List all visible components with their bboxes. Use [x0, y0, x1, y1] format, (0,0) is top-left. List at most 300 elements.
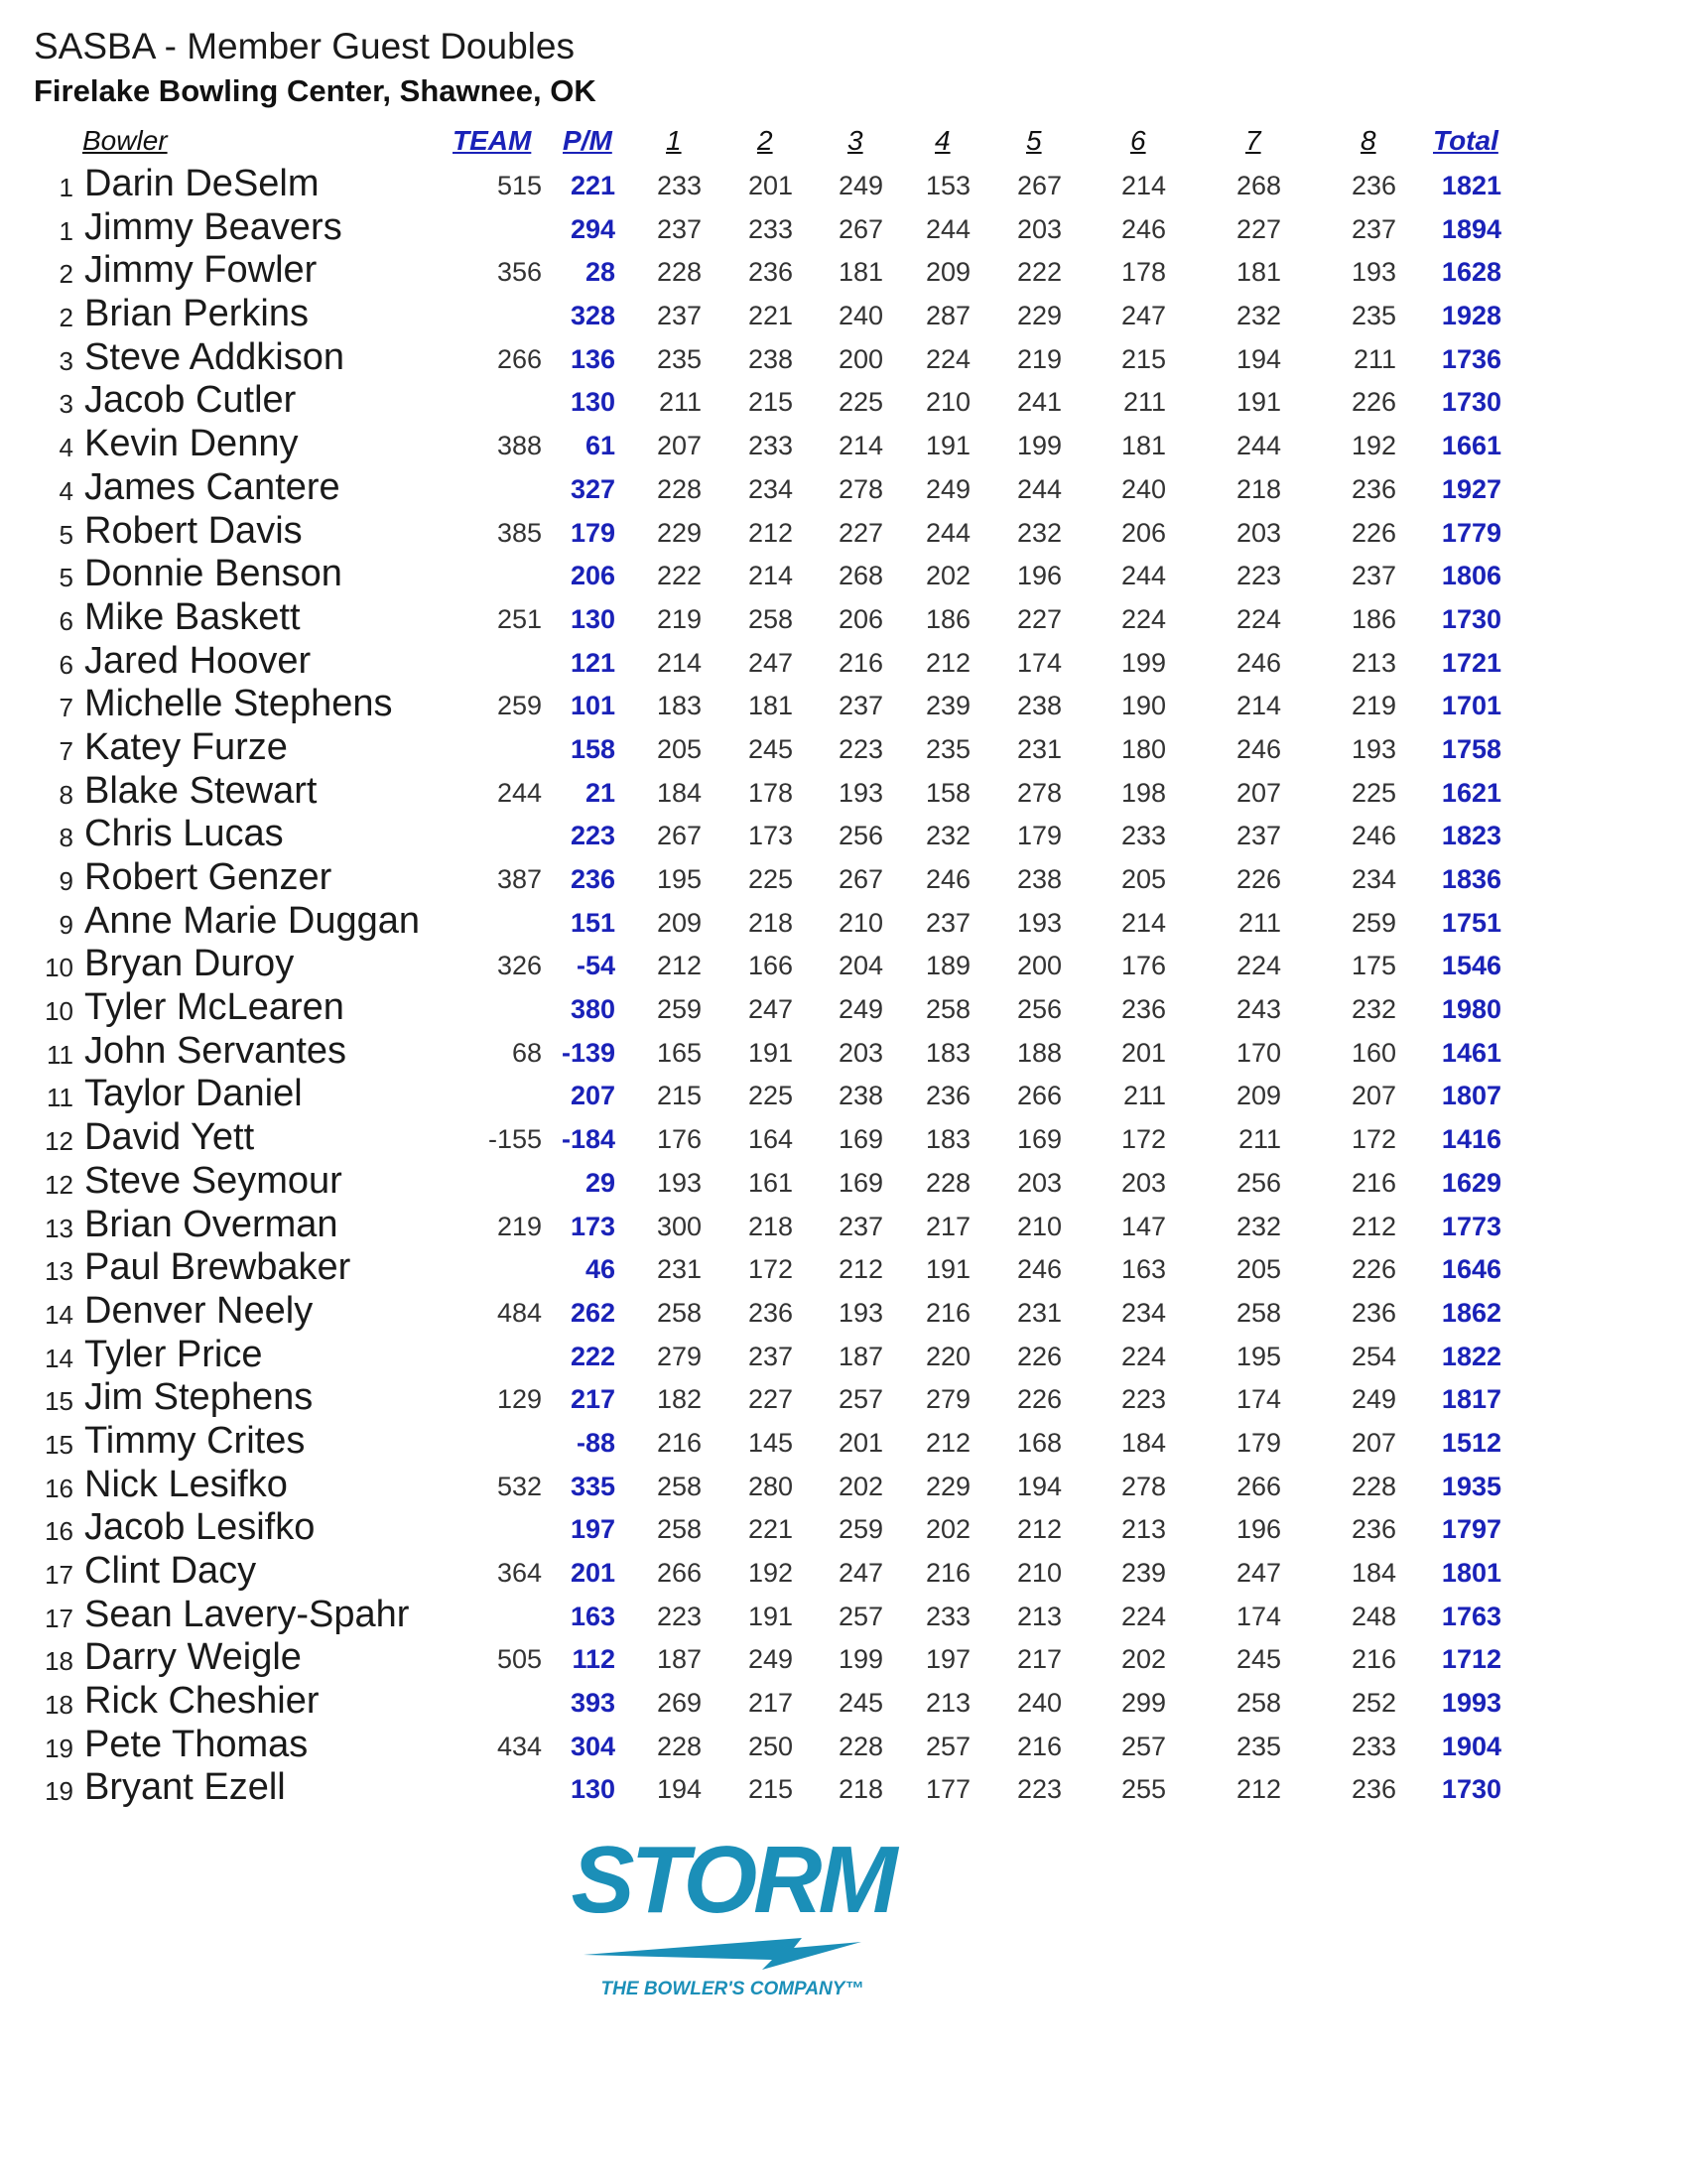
game-7-score: 232	[1235, 1211, 1281, 1241]
total-score: 1512	[1441, 1427, 1501, 1458]
game-3-score: 259	[838, 1514, 883, 1545]
row-place: 3	[59, 389, 73, 420]
table-row	[0, 1332, 1687, 1375]
game-5-score: 213	[1016, 1601, 1062, 1631]
bowler-name: Brian Overman	[84, 1203, 338, 1245]
game-4-score: 212	[925, 647, 971, 678]
row-place: 8	[59, 779, 73, 810]
game-1-score: 258	[656, 1297, 702, 1328]
game-7-score: 245	[1235, 1644, 1281, 1675]
total-score: 1980	[1441, 994, 1501, 1025]
results-table	[0, 161, 1687, 1808]
game-2-score: 181	[747, 691, 793, 721]
team-score: 364	[496, 1558, 542, 1588]
game-6-score: 239	[1120, 1558, 1166, 1588]
game-7-score: 244	[1235, 431, 1281, 461]
game-5-score: 241	[1016, 387, 1062, 418]
game-4-score: 246	[925, 864, 971, 894]
game-5-score: 188	[1016, 1037, 1062, 1068]
plus-minus: -54	[576, 951, 615, 981]
game-3-score: 225	[838, 387, 883, 418]
table-row	[0, 984, 1687, 1028]
row-place: 12	[45, 1169, 73, 1200]
table-row	[0, 377, 1687, 421]
bowler-name: Pete Thomas	[84, 1723, 309, 1765]
game-7-score: 205	[1235, 1254, 1281, 1285]
game-6-score: 203	[1120, 1167, 1166, 1198]
game-7-score: 209	[1235, 1081, 1281, 1111]
row-place: 11	[47, 1083, 73, 1113]
game-1-score: 183	[656, 691, 702, 721]
table-header	[0, 125, 1687, 159]
bowler-name: Steve Addkison	[84, 335, 344, 378]
row-place: 19	[45, 1733, 73, 1763]
team-score: 505	[496, 1644, 542, 1675]
game-2-score: 225	[747, 864, 793, 894]
row-place: 14	[45, 1343, 73, 1373]
total-score: 1904	[1441, 1731, 1501, 1761]
header-game-5: 5	[1026, 125, 1042, 156]
total-score: 1807	[1441, 1081, 1501, 1111]
game-8-score: 219	[1351, 691, 1396, 721]
game-8-score: 259	[1351, 907, 1396, 938]
game-6-score: 199	[1120, 647, 1166, 678]
game-2-score: 221	[747, 1514, 793, 1545]
game-1-score: 184	[656, 777, 702, 808]
bowler-name: Bryant Ezell	[84, 1766, 286, 1809]
game-2-score: 191	[747, 1037, 793, 1068]
game-3-score: 187	[838, 1341, 883, 1371]
table-row	[0, 768, 1687, 812]
storm-wordmark-graphic	[572, 1831, 900, 1970]
header-game-3: 3	[847, 125, 863, 156]
plus-minus: 236	[570, 864, 615, 894]
row-place: 16	[45, 1473, 73, 1503]
game-5-score: 217	[1016, 1644, 1062, 1675]
table-row	[0, 421, 1687, 464]
game-2-score: 245	[747, 733, 793, 764]
table-row	[0, 247, 1687, 291]
game-8-score: 212	[1351, 1211, 1396, 1241]
game-3-score: 256	[838, 821, 883, 851]
game-8-score: 192	[1351, 431, 1396, 461]
game-8-score: 226	[1351, 387, 1396, 418]
game-8-score: 226	[1351, 1254, 1396, 1285]
plus-minus: 173	[570, 1211, 615, 1241]
bowler-name: Jacob Cutler	[84, 379, 297, 422]
game-3-score: 193	[838, 777, 883, 808]
game-6-score: 236	[1120, 994, 1166, 1025]
plus-minus: 130	[570, 387, 615, 418]
game-7-score: 174	[1235, 1601, 1281, 1631]
game-7-score: 170	[1235, 1037, 1281, 1068]
game-3-score: 278	[838, 473, 883, 504]
game-1-score: 222	[656, 561, 702, 591]
total-score: 1993	[1441, 1688, 1501, 1719]
team-score: 356	[496, 257, 542, 288]
game-6-score: 181	[1120, 431, 1166, 461]
game-8-score: 216	[1351, 1167, 1396, 1198]
game-4-score: 153	[925, 171, 971, 200]
plus-minus: 21	[584, 777, 615, 808]
row-place: 4	[59, 433, 73, 463]
bowler-name: Jim Stephens	[84, 1376, 314, 1419]
table-row	[0, 1114, 1687, 1158]
game-7-score: 179	[1235, 1427, 1281, 1458]
game-4-score: 236	[925, 1081, 971, 1111]
game-4-score: 177	[925, 1774, 971, 1805]
lightning-bolt-icon	[584, 1938, 861, 1970]
row-place: 10	[45, 996, 73, 1027]
game-2-score: 172	[747, 1254, 793, 1285]
game-7-score: 214	[1235, 691, 1281, 721]
game-4-score: 233	[925, 1601, 971, 1631]
game-3-score: 200	[838, 343, 883, 374]
total-score: 1801	[1441, 1558, 1501, 1588]
game-1-score: 266	[656, 1558, 702, 1588]
game-2-score: 201	[747, 171, 793, 200]
game-1-score: 229	[656, 517, 702, 548]
table-row	[0, 204, 1687, 248]
game-1-score: 195	[656, 864, 702, 894]
plus-minus: 304	[570, 1731, 615, 1761]
game-5-score: 238	[1016, 691, 1062, 721]
game-8-score: 237	[1351, 561, 1396, 591]
header-game-8: 8	[1361, 125, 1376, 156]
game-6-score: 206	[1120, 517, 1166, 548]
game-3-score: 267	[838, 864, 883, 894]
row-place: 15	[45, 1429, 73, 1460]
game-2-score: 247	[747, 994, 793, 1025]
bowler-name: Robert Davis	[84, 509, 303, 552]
game-2-score: 250	[747, 1731, 793, 1761]
game-3-score: 240	[838, 301, 883, 331]
plus-minus: 206	[570, 561, 615, 591]
team-score: 129	[496, 1384, 542, 1415]
table-row	[0, 1418, 1687, 1462]
total-score: 1927	[1441, 473, 1501, 504]
total-score: 1629	[1441, 1167, 1501, 1198]
total-score: 1646	[1441, 1254, 1501, 1285]
game-4-score: 235	[925, 733, 971, 764]
team-score: 219	[496, 1211, 542, 1241]
game-6-score: 299	[1120, 1688, 1166, 1719]
game-4-score: 287	[925, 301, 971, 331]
game-7-score: 191	[1235, 387, 1281, 418]
bowler-name: Darry Weigle	[84, 1636, 302, 1679]
game-3-score: 237	[838, 1211, 883, 1241]
plus-minus: 262	[570, 1297, 615, 1328]
team-score: 388	[496, 431, 542, 461]
game-7-score: 226	[1235, 864, 1281, 894]
game-8-score: 254	[1351, 1341, 1396, 1371]
plus-minus: -184	[561, 1124, 615, 1155]
row-place: 3	[59, 345, 73, 376]
game-3-score: 216	[838, 647, 883, 678]
bowler-name: Kevin Denny	[84, 423, 299, 465]
game-7-score: 212	[1235, 1774, 1281, 1805]
bowler-name: Jacob Lesifko	[84, 1506, 316, 1549]
game-1-score: 216	[656, 1427, 702, 1458]
table-row	[0, 1764, 1687, 1808]
table-row	[0, 724, 1687, 768]
table-row	[0, 1202, 1687, 1245]
game-1-score: 212	[656, 951, 702, 981]
game-8-score: 236	[1351, 1514, 1396, 1545]
game-5-score: 203	[1016, 213, 1062, 244]
game-2-score: 166	[747, 951, 793, 981]
game-6-score: 257	[1120, 1731, 1166, 1761]
table-row	[0, 1678, 1687, 1722]
game-1-score: 228	[656, 257, 702, 288]
game-6-score: 246	[1120, 213, 1166, 244]
game-5-score: 240	[1016, 1688, 1062, 1719]
game-8-score: 236	[1351, 171, 1396, 200]
total-score: 1416	[1441, 1124, 1501, 1155]
game-7-score: 246	[1235, 647, 1281, 678]
game-1-score: 269	[656, 1688, 702, 1719]
game-4-score: 217	[925, 1211, 971, 1241]
game-3-score: 204	[838, 951, 883, 981]
game-1-score: 176	[656, 1124, 702, 1155]
plus-minus: 380	[570, 994, 615, 1025]
game-3-score: 210	[838, 907, 883, 938]
game-4-score: 237	[925, 907, 971, 938]
table-row	[0, 854, 1687, 898]
total-score: 1758	[1441, 733, 1501, 764]
game-3-score: 201	[838, 1427, 883, 1458]
team-score: 484	[496, 1297, 542, 1328]
row-place: 1	[59, 173, 73, 202]
plus-minus: 335	[570, 1471, 615, 1501]
game-6-score: 211	[1122, 1081, 1166, 1111]
bowler-name: Nick Lesifko	[84, 1463, 288, 1505]
game-7-score: 203	[1235, 517, 1281, 548]
game-4-score: 191	[925, 431, 971, 461]
row-place: 2	[59, 303, 73, 333]
game-6-score: 244	[1120, 561, 1166, 591]
game-2-score: 173	[747, 821, 793, 851]
game-3-score: 169	[838, 1124, 883, 1155]
row-place: 10	[45, 953, 73, 983]
game-2-score: 280	[747, 1471, 793, 1501]
bowler-name: Chris Lucas	[84, 813, 284, 855]
row-place: 13	[45, 1213, 73, 1243]
table-row	[0, 1592, 1687, 1635]
game-7-score: 211	[1237, 907, 1281, 938]
game-4-score: 197	[925, 1644, 971, 1675]
game-1-score: 214	[656, 647, 702, 678]
row-place: 2	[59, 259, 73, 290]
game-3-score: 249	[838, 994, 883, 1025]
game-6-score: 211	[1122, 387, 1166, 418]
game-6-score: 172	[1120, 1124, 1166, 1155]
team-score: 251	[496, 603, 542, 634]
plus-minus: 221	[570, 171, 615, 200]
game-8-score: 207	[1351, 1081, 1396, 1111]
game-2-score: 217	[747, 1688, 793, 1719]
total-score: 1546	[1441, 951, 1501, 981]
game-3-score: 267	[838, 213, 883, 244]
game-8-score: 236	[1351, 1297, 1396, 1328]
game-6-score: 234	[1120, 1297, 1166, 1328]
plus-minus: 101	[570, 691, 615, 721]
plus-minus: 121	[570, 647, 615, 678]
row-place: 9	[59, 866, 73, 896]
game-1-score: 193	[656, 1167, 702, 1198]
header-game-7: 7	[1245, 125, 1261, 156]
game-4-score: 229	[925, 1471, 971, 1501]
game-1-score: 259	[656, 994, 702, 1025]
bowler-name: Katey Furze	[84, 725, 288, 768]
plus-minus: 222	[570, 1341, 615, 1371]
game-2-score: 215	[747, 1774, 793, 1805]
header-game-2: 2	[757, 125, 773, 156]
game-2-score: 247	[747, 647, 793, 678]
game-8-score: 233	[1351, 1731, 1396, 1761]
row-place: 19	[45, 1776, 73, 1807]
bowler-name: Robert Genzer	[84, 856, 332, 898]
game-3-score: 212	[838, 1254, 883, 1285]
game-5-score: 256	[1016, 994, 1062, 1025]
total-score: 1817	[1441, 1384, 1501, 1415]
game-2-score: 234	[747, 473, 793, 504]
plus-minus: 46	[584, 1254, 615, 1285]
bowler-name: Clint Dacy	[84, 1550, 257, 1592]
game-2-score: 236	[747, 257, 793, 288]
team-score: 266	[496, 343, 542, 374]
game-6-score: 178	[1120, 257, 1166, 288]
row-place: 1	[59, 215, 73, 246]
game-5-score: 219	[1016, 343, 1062, 374]
game-5-score: 226	[1016, 1341, 1062, 1371]
game-6-score: 147	[1120, 1211, 1166, 1241]
game-2-score: 214	[747, 561, 793, 591]
total-score: 1822	[1441, 1341, 1501, 1371]
game-5-score: 174	[1016, 647, 1062, 678]
game-6-score: 213	[1120, 1514, 1166, 1545]
total-score: 1928	[1441, 301, 1501, 331]
game-4-score: 220	[925, 1341, 971, 1371]
total-score: 1751	[1441, 907, 1501, 938]
game-5-score: 216	[1016, 1731, 1062, 1761]
game-6-score: 214	[1120, 171, 1166, 200]
game-5-score: 267	[1016, 171, 1062, 200]
game-7-score: 218	[1235, 473, 1281, 504]
game-2-score: 191	[747, 1601, 793, 1631]
game-5-score: 238	[1016, 864, 1062, 894]
plus-minus: -139	[561, 1037, 615, 1068]
game-3-score: 227	[838, 517, 883, 548]
game-7-score: 258	[1235, 1297, 1281, 1328]
total-score: 1779	[1441, 517, 1501, 548]
game-7-score: 266	[1235, 1471, 1281, 1501]
game-8-score: 234	[1351, 864, 1396, 894]
row-place: 6	[59, 649, 73, 680]
table-row	[0, 811, 1687, 854]
team-score: 326	[496, 951, 542, 981]
game-1-score: 279	[656, 1341, 702, 1371]
game-8-score: 193	[1351, 733, 1396, 764]
table-row	[0, 1288, 1687, 1332]
header-game-4: 4	[935, 125, 951, 156]
team-score: 434	[496, 1731, 542, 1761]
game-7-score: 258	[1235, 1688, 1281, 1719]
document-subtitle: Firelake Bowling Center, Shawnee, OK	[34, 73, 596, 108]
game-3-score: 228	[838, 1731, 883, 1761]
game-8-score: 248	[1351, 1601, 1396, 1631]
game-7-score: 247	[1235, 1558, 1281, 1588]
game-4-score: 257	[925, 1731, 971, 1761]
game-5-score: 168	[1016, 1427, 1062, 1458]
game-6-score: 176	[1120, 951, 1166, 981]
game-2-score: 225	[747, 1081, 793, 1111]
plus-minus: 294	[570, 213, 615, 244]
game-4-score: 216	[925, 1297, 971, 1328]
game-4-score: 244	[925, 517, 971, 548]
bowler-name: Blake Stewart	[84, 769, 318, 812]
game-3-score: 181	[838, 257, 883, 288]
game-1-score: 215	[656, 1081, 702, 1111]
row-place: 15	[45, 1386, 73, 1417]
game-1-score: 258	[656, 1514, 702, 1545]
game-2-score: 212	[747, 517, 793, 548]
row-place: 13	[45, 1256, 73, 1287]
plus-minus: 393	[570, 1688, 615, 1719]
total-score: 1821	[1441, 171, 1501, 200]
storm-tagline: THE BOWLER'S COMPANY™	[600, 1979, 864, 1999]
row-place: 7	[59, 735, 73, 766]
game-6-score: 255	[1120, 1774, 1166, 1805]
bowler-name: Denver Neely	[84, 1289, 314, 1332]
table-row	[0, 334, 1687, 378]
team-score: 244	[496, 777, 542, 808]
game-8-score: 184	[1351, 1558, 1396, 1588]
game-7-score: 256	[1235, 1167, 1281, 1198]
game-8-score: 211	[1353, 343, 1396, 374]
document-title: SASBA - Member Guest Doubles	[34, 26, 575, 66]
bowler-name: Tyler Price	[84, 1333, 263, 1375]
game-4-score: 228	[925, 1167, 971, 1198]
game-8-score: 232	[1351, 994, 1396, 1025]
team-score: 532	[496, 1471, 542, 1501]
game-2-score: 227	[747, 1384, 793, 1415]
plus-minus: 327	[570, 473, 615, 504]
game-5-score: 278	[1016, 777, 1062, 808]
game-6-score: 198	[1120, 777, 1166, 808]
row-place: 18	[45, 1690, 73, 1721]
game-5-score: 244	[1016, 473, 1062, 504]
game-8-score: 236	[1351, 473, 1396, 504]
game-3-score: 249	[838, 171, 883, 200]
game-6-score: 190	[1120, 691, 1166, 721]
game-2-score: 218	[747, 907, 793, 938]
game-6-score: 205	[1120, 864, 1166, 894]
row-place: 14	[45, 1299, 73, 1330]
game-3-score: 218	[838, 1774, 883, 1805]
game-6-score: 202	[1120, 1644, 1166, 1675]
plus-minus: 197	[570, 1514, 615, 1545]
game-3-score: 257	[838, 1384, 883, 1415]
row-place: 17	[45, 1560, 73, 1590]
team-score: 68	[511, 1037, 542, 1068]
table-row	[0, 941, 1687, 984]
bowler-name: Brian Perkins	[84, 293, 309, 335]
game-4-score: 224	[925, 343, 971, 374]
bowler-name: Donnie Benson	[84, 553, 342, 595]
game-8-score: 226	[1351, 517, 1396, 548]
game-5-score: 169	[1016, 1124, 1062, 1155]
